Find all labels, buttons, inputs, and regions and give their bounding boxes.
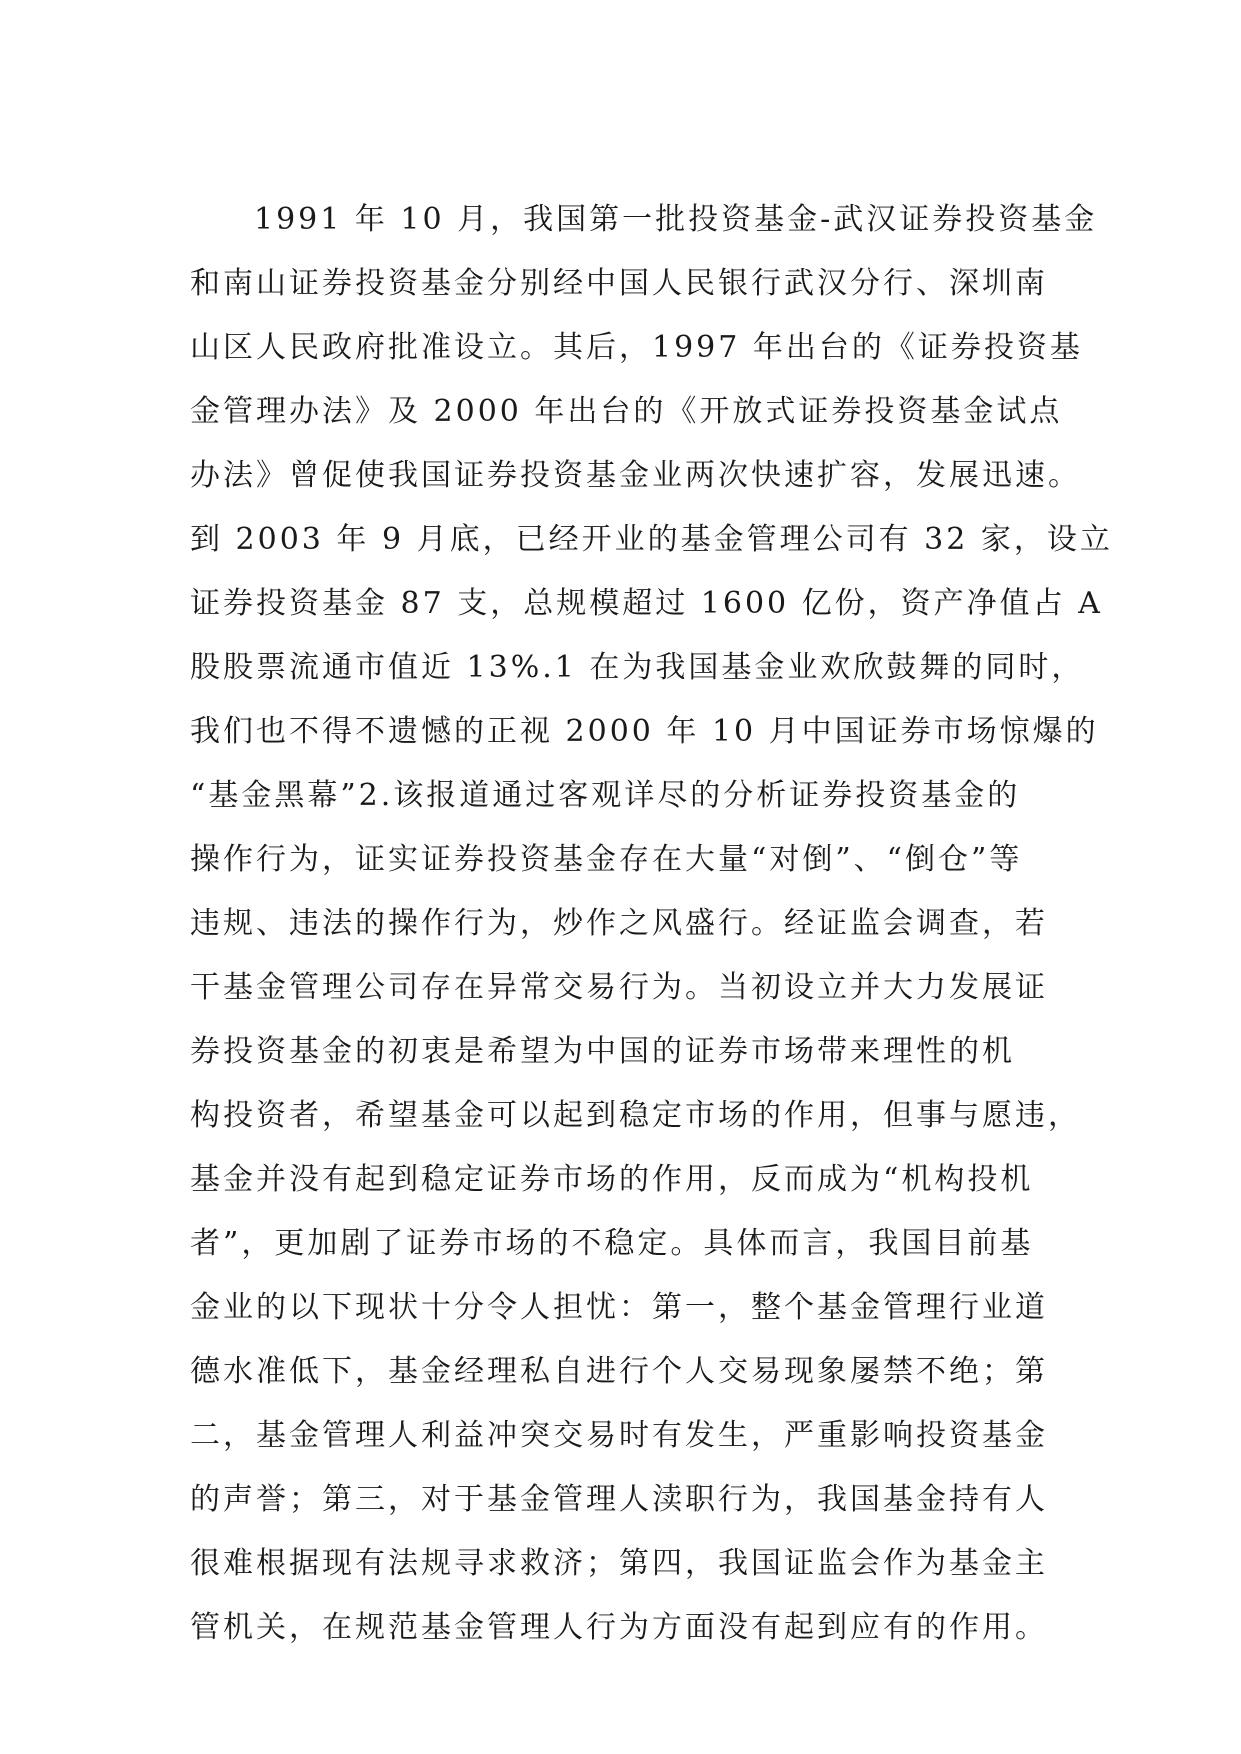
paragraph-line-7: 证券投资基金 87 支，总规模超过 1600 亿份，资产净值占 A bbox=[190, 586, 1103, 621]
paragraph-line-15: 构投资者，希望基金可以起到稳定市场的作用，但事与愿违， bbox=[190, 1098, 1081, 1133]
paragraph-line-5: 办法》曾促使我国证券投资基金业两次快速扩容，发展迅速。 bbox=[190, 458, 1081, 493]
paragraph-line-17: 者”，更加剧了证券市场的不稳定。具体而言，我国目前基 bbox=[190, 1226, 1034, 1261]
paragraph-line-14: 券投资基金的初衷是希望为中国的证券市场带来理性的机 bbox=[190, 1034, 1015, 1069]
paragraph-line-9: 我们也不得不遗憾的正视 2000 年 10 月中国证券市场惊爆的 bbox=[190, 714, 1099, 749]
paragraph-line-1: 1991 年 10 月，我国第一批投资基金-武汉证券投资基金 bbox=[254, 202, 1098, 237]
paragraph-line-20: 二，基金管理人利益冲突交易时有发生，严重影响投资基金 bbox=[190, 1418, 1048, 1453]
paragraph-line-3: 山区人民政府批准设立。其后，1997 年出台的《证券投资基 bbox=[190, 330, 1083, 365]
paragraph-line-2: 和南山证券投资基金分别经中国人民银行武汉分行、深圳南 bbox=[190, 266, 1048, 301]
paragraph-line-16: 基金并没有起到稳定证券市场的作用，反而成为“机构投机 bbox=[190, 1162, 1034, 1197]
paragraph-line-23: 管机关，在规范基金管理人行为方面没有起到应有的作用。 bbox=[190, 1610, 1048, 1645]
paragraph-line-13: 干基金管理公司存在异常交易行为。当初设立并大力发展证 bbox=[190, 970, 1048, 1005]
body-paragraph bbox=[190, 188, 1113, 1660]
paragraph-line-12: 违规、违法的操作行为，炒作之风盛行。经证监会调查，若 bbox=[190, 906, 1048, 941]
paragraph-line-18: 金业的以下现状十分令人担忧：第一，整个基金管理行业道 bbox=[190, 1290, 1048, 1325]
paragraph-line-21: 的声誉；第三，对于基金管理人渎职行为，我国基金持有人 bbox=[190, 1482, 1048, 1517]
paragraph-line-4: 金管理办法》及 2000 年出台的《开放式证券投资基金试点 bbox=[190, 394, 1063, 429]
paragraph-line-6: 到 2003 年 9 月底，已经开业的基金管理公司有 32 家，设立 bbox=[190, 522, 1113, 557]
paragraph-line-11: 操作行为，证实证券投资基金存在大量“对倒”、“倒仓”等 bbox=[190, 842, 1023, 877]
paragraph-line-22: 很难根据现有法规寻求救济；第四，我国证监会作为基金主 bbox=[190, 1546, 1048, 1581]
paragraph-line-19: 德水准低下，基金经理私自进行个人交易现象屡禁不绝；第 bbox=[190, 1354, 1048, 1389]
paragraph-line-8: 股股票流通市值近 13%.1 在为我国基金业欢欣鼓舞的同时， bbox=[190, 650, 1085, 685]
paragraph-line-10: “基金黑幕”2.该报道通过客观详尽的分析证券投资基金的 bbox=[190, 778, 1021, 813]
